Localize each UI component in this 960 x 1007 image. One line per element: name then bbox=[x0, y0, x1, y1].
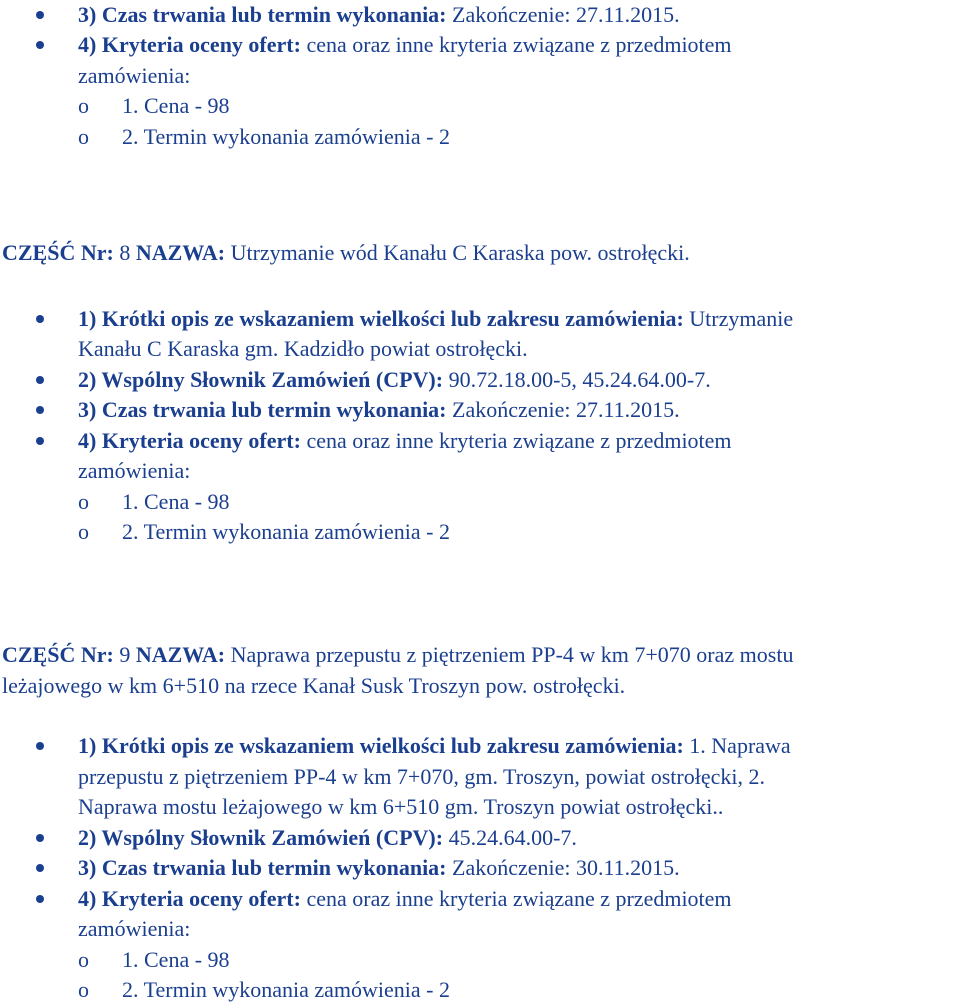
sub-list-item bbox=[78, 945, 230, 975]
item-text: Zakończenie: 27.11.2015. bbox=[446, 397, 680, 422]
section-heading bbox=[2, 238, 690, 268]
list-item-continuation: Kanału C Karaska gm. Kadzidło powiat ostrołęcki. bbox=[78, 336, 528, 361]
list-item bbox=[78, 426, 732, 456]
item-text: Zakończenie: 27.11.2015. bbox=[446, 2, 680, 27]
item-text: 1. Naprawa bbox=[683, 733, 791, 758]
list-item-continuation: zamówienia: bbox=[78, 63, 191, 88]
item-label: 1) Krótki opis ze wskazaniem wielkości lub zakresu zamówienia: bbox=[78, 306, 684, 331]
section-heading-continuation: leżajowego w km 6+510 na rzece Kanał Susk Troszyn pow. ostrołęcki. bbox=[2, 673, 626, 698]
sub-item-text: 1. Cena - 98 bbox=[122, 489, 230, 514]
bullet-icon bbox=[36, 437, 44, 445]
heading-text: Utrzymanie wód Kanału C Karaska pow. ostrołęcki. bbox=[225, 240, 690, 265]
item-text: cena oraz inne kryteria związane z przedmiotem bbox=[300, 886, 732, 911]
list-item bbox=[78, 823, 577, 853]
sub-list-item bbox=[78, 122, 450, 152]
list-item bbox=[78, 395, 680, 425]
item-text: Zakończenie: 30.11.2015. bbox=[446, 855, 680, 880]
sub-item-text: 2. Termin wykonania zamówienia - 2 bbox=[122, 519, 450, 544]
item-label: 3) Czas trwania lub termin wykonania: bbox=[78, 855, 447, 880]
section-heading bbox=[2, 640, 793, 670]
sub-item-text: 1. Cena - 98 bbox=[122, 93, 230, 118]
sub-bullet-icon: o bbox=[78, 519, 89, 544]
list-item bbox=[78, 304, 793, 334]
sub-bullet-icon: o bbox=[78, 977, 89, 1002]
bullet-icon bbox=[36, 315, 44, 323]
list-item-continuation: Naprawa mostu leżajowego w km 6+510 gm. Troszyn powiat ostrołęcki.. bbox=[78, 794, 724, 819]
list-item-continuation: przepustu z piętrzeniem PP-4 w km 7+070, gm. Troszyn, powiat ostrołęcki, 2. bbox=[78, 764, 765, 789]
item-text: 45.24.64.00-7. bbox=[443, 825, 577, 850]
bullet-icon bbox=[36, 406, 44, 414]
item-label: 1) Krótki opis ze wskazaniem wielkości lub zakresu zamówienia: bbox=[78, 733, 684, 758]
sub-item-text: 1. Cena - 98 bbox=[122, 947, 230, 972]
heading-text: 9 bbox=[113, 642, 136, 667]
list-item-continuation: zamówienia: bbox=[78, 458, 191, 483]
bullet-icon bbox=[36, 376, 44, 384]
bullet-icon bbox=[36, 895, 44, 903]
sub-bullet-icon: o bbox=[78, 124, 89, 149]
bullet-icon bbox=[36, 864, 44, 872]
list-item-continuation: zamówienia: bbox=[78, 916, 191, 941]
heading-label: NAZWA: bbox=[135, 240, 226, 265]
bullet-icon bbox=[36, 742, 44, 750]
list-item bbox=[78, 884, 732, 914]
sub-item-text: 2. Termin wykonania zamówienia - 2 bbox=[122, 124, 450, 149]
heading-text: 8 bbox=[113, 240, 136, 265]
item-label: 2) Wspólny Słownik Zamówień (CPV): bbox=[78, 825, 444, 850]
item-text: Utrzymanie bbox=[683, 306, 794, 331]
heading-label: CZĘŚĆ Nr: bbox=[2, 240, 114, 265]
bullet-icon bbox=[36, 41, 44, 49]
item-label: 4) Kryteria oceny ofert: bbox=[78, 428, 301, 453]
sub-item-text: 2. Termin wykonania zamówienia - 2 bbox=[122, 977, 450, 1002]
item-label: 4) Kryteria oceny ofert: bbox=[78, 886, 301, 911]
bullet-icon bbox=[36, 834, 44, 842]
item-label: 2) Wspólny Słownik Zamówień (CPV): bbox=[78, 367, 444, 392]
heading-text: Naprawa przepustu z piętrzeniem PP-4 w km 7+070 oraz mostu bbox=[225, 642, 794, 667]
list-item bbox=[78, 731, 791, 761]
sub-list-item bbox=[78, 91, 230, 121]
sub-list-item bbox=[78, 517, 450, 547]
sub-bullet-icon: o bbox=[78, 93, 89, 118]
item-text: cena oraz inne kryteria związane z przedmiotem bbox=[300, 32, 732, 57]
list-item bbox=[78, 0, 680, 30]
heading-label: CZĘŚĆ Nr: bbox=[2, 642, 114, 667]
heading-label: NAZWA: bbox=[135, 642, 226, 667]
sub-list-item bbox=[78, 975, 450, 1005]
list-item bbox=[78, 30, 732, 60]
item-text: 90.72.18.00-5, 45.24.64.00-7. bbox=[443, 367, 711, 392]
sub-bullet-icon: o bbox=[78, 489, 89, 514]
item-label: 3) Czas trwania lub termin wykonania: bbox=[78, 2, 447, 27]
sub-bullet-icon: o bbox=[78, 947, 89, 972]
sub-list-item bbox=[78, 487, 230, 517]
item-label: 3) Czas trwania lub termin wykonania: bbox=[78, 397, 447, 422]
bullet-icon bbox=[36, 11, 44, 19]
list-item bbox=[78, 853, 680, 883]
item-text: cena oraz inne kryteria związane z przedmiotem bbox=[300, 428, 732, 453]
item-label: 4) Kryteria oceny ofert: bbox=[78, 32, 301, 57]
list-item bbox=[78, 365, 711, 395]
